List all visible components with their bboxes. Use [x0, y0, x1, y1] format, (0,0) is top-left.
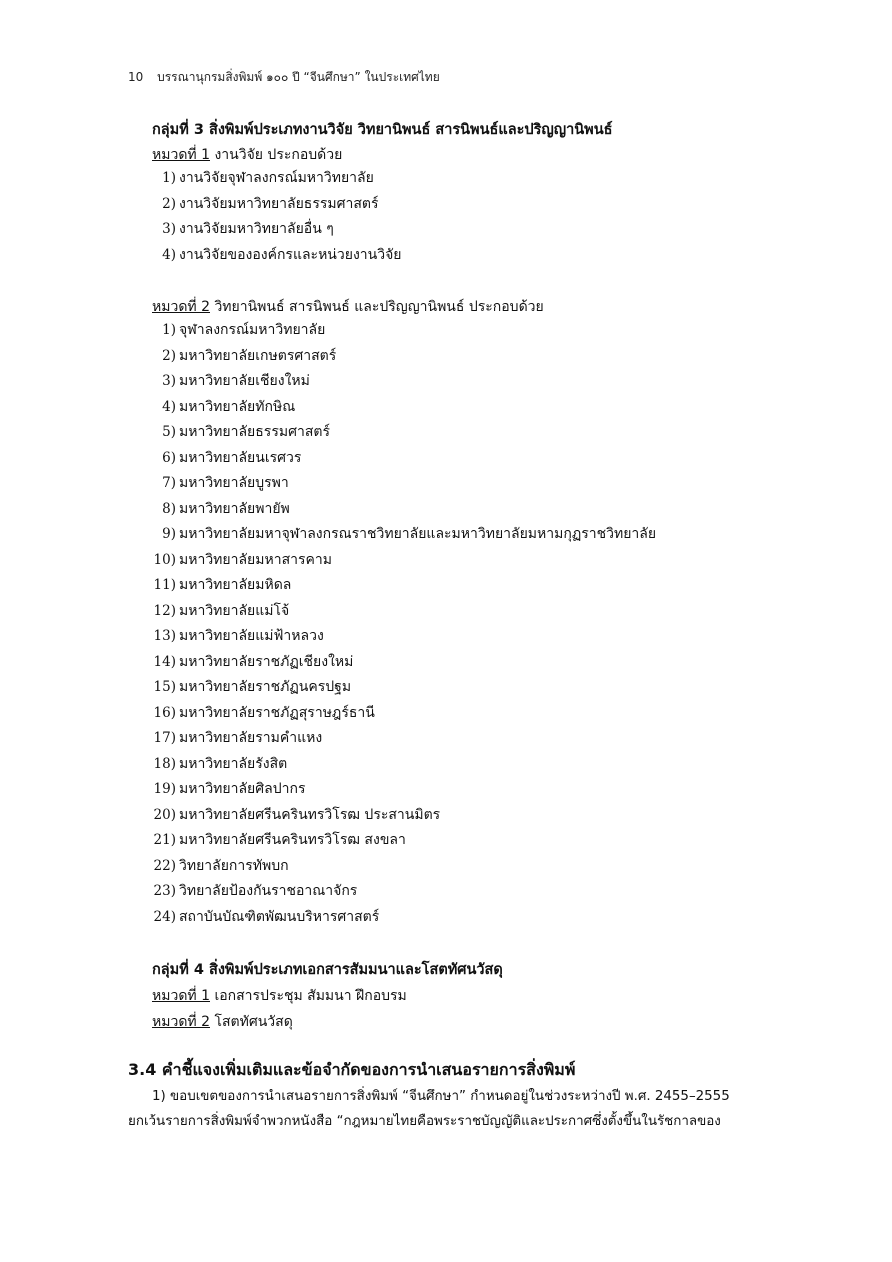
list-item: [150, 395, 656, 421]
list-item: [150, 166, 401, 192]
item-text: งานวิจัยขององค์กรและหน่วยงานวิจัย: [179, 246, 402, 263]
thesis-university-list: [150, 318, 656, 930]
item-number: 13): [153, 628, 176, 644]
item-text: มหาวิทยาลัยบูรพา: [179, 475, 289, 491]
item-text: มหาวิทยาลัยมหาจุฬาลงกรณราชวิทยาลัยและมหาวิทยาลัยมหามกุฏราชวิทยาลัย: [179, 526, 657, 542]
group-4-category-2-heading: [152, 1011, 293, 1033]
list-item: [150, 573, 656, 599]
item-text: มหาวิทยาลัยแม่โจ้: [179, 602, 290, 619]
group-4-category-1-heading: [152, 985, 407, 1007]
item-text: จุฬาลงกรณ์มหาวิทยาลัย: [179, 322, 326, 338]
list-item: [150, 420, 656, 446]
list-item: [150, 650, 656, 676]
list-item: [150, 905, 656, 931]
paragraph-line-2: ยกเว้นรายการสิ่งพิมพ์จำพวกหนังสือ “กฎหมายไทยคือพระราชบัญญัติและประกาศซึ่งตั้งขึ้นในรัชกาลของ: [128, 1114, 721, 1129]
running-header: [128, 68, 440, 87]
category-text: โสตทัศนวัสดุ: [210, 1014, 293, 1030]
list-item: [150, 777, 656, 803]
item-text: มหาวิทยาลัยเชียงใหม่: [179, 373, 310, 389]
list-item: [150, 854, 656, 880]
list-item: [150, 599, 656, 625]
item-text: มหาวิทยาลัยทักษิณ: [179, 398, 296, 415]
item-number: 8): [162, 500, 176, 517]
paragraph-line-1: [128, 1084, 768, 1109]
item-number: 16): [153, 704, 176, 721]
item-number: 9): [162, 526, 176, 542]
item-text: มหาวิทยาลัยราชภัฏนครปฐม: [179, 679, 352, 695]
item-text: วิทยาลัยป้องกันราชอาณาจักร: [179, 883, 358, 899]
item-number: 5): [162, 424, 176, 440]
group-3-title: กลุ่มที่ 3 สิ่งพิมพ์ประเภทงานวิจัย วิทยานิพนธ์ สารนิพนธ์และปริญญานิพนธ์: [152, 122, 613, 138]
item-number: 18): [153, 755, 176, 772]
list-item: [150, 446, 656, 472]
list-item: [150, 497, 656, 523]
item-text: มหาวิทยาลัยศิลปากร: [179, 781, 306, 797]
page-number: 10: [128, 70, 144, 84]
item-text: มหาวิทยาลัยมหิดล: [179, 577, 292, 593]
list-item: [150, 243, 401, 269]
list-item: [150, 369, 656, 395]
item-text: มหาวิทยาลัยราชภัฏสุราษฎร์ธานี: [179, 704, 375, 721]
section-3-4-heading: 3.4 คำชี้แจงเพิ่มเติมและข้อจำกัดของการนำเสนอรายการสิ่งพิมพ์: [128, 1060, 576, 1079]
item-text: มหาวิทยาลัยพายัพ: [179, 500, 290, 517]
list-item: [150, 752, 656, 778]
category-label: หมวดที่ 2: [152, 1014, 210, 1030]
group-3-category-1-heading: [152, 144, 342, 166]
item-text: งานวิจัยมหาวิทยาลัยธรรมศาสตร์: [179, 195, 379, 212]
category-text: วิทยานิพนธ์ สารนิพนธ์ และปริญญานิพนธ์ ประกอบด้วย: [210, 299, 544, 315]
list-item: [150, 344, 656, 370]
list-item: [150, 675, 656, 701]
item-number: 14): [153, 653, 176, 670]
list-item: [150, 879, 656, 905]
item-number: 10): [153, 551, 176, 568]
item-text: มหาวิทยาลัยรามคำแหง: [179, 730, 323, 746]
paragraph-line-1-text: 1) ขอบเขตของการนำเสนอรายการสิ่งพิมพ์ “จีนศึกษา” กำหนดอยู่ในช่วงระหว่างปี พ.ศ. 2455–2555: [152, 1089, 730, 1104]
item-number: 20): [153, 806, 176, 823]
list-item: [150, 803, 656, 829]
research-list: [150, 166, 401, 268]
item-text: งานวิจัยมหาวิทยาลัยอื่น ๆ: [179, 221, 334, 237]
item-number: 4): [162, 246, 176, 263]
item-number: 22): [153, 857, 176, 874]
list-item: [150, 192, 401, 218]
item-number: 19): [153, 781, 176, 797]
item-number: 2): [162, 195, 176, 212]
item-number: 17): [153, 730, 176, 746]
item-number: 6): [162, 449, 176, 466]
category-label: หมวดที่ 1: [152, 988, 210, 1004]
item-text: วิทยาลัยการทัพบก: [179, 857, 289, 874]
item-number: 24): [153, 908, 176, 925]
item-text: มหาวิทยาลัยศรีนครินทรวิโรฒ ประสานมิตร: [179, 806, 441, 823]
item-number: 15): [153, 679, 176, 695]
item-number: 21): [153, 832, 176, 848]
item-number: 3): [162, 373, 176, 389]
list-item: [150, 828, 656, 854]
item-text: สถาบันบัณฑิตพัฒนบริหารศาสตร์: [179, 908, 380, 925]
list-item: [150, 726, 656, 752]
item-text: มหาวิทยาลัยนเรศวร: [179, 449, 302, 466]
item-number: 12): [153, 602, 176, 619]
item-text: มหาวิทยาลัยศรีนครินทรวิโรฒ สงขลา: [179, 832, 406, 848]
category-text: เอกสารประชุม สัมมนา ฝึกอบรม: [210, 988, 407, 1004]
item-text: มหาวิทยาลัยแม่ฟ้าหลวง: [179, 628, 324, 644]
item-number: 2): [162, 347, 176, 364]
list-item: [150, 701, 656, 727]
item-text: มหาวิทยาลัยราชภัฏเชียงใหม่: [179, 653, 354, 670]
group-3-category-2-heading: [152, 296, 544, 318]
item-text: มหาวิทยาลัยธรรมศาสตร์: [179, 424, 330, 440]
list-item: [150, 217, 401, 243]
item-text: มหาวิทยาลัยมหาสารคาม: [179, 551, 332, 568]
category-text: งานวิจัย ประกอบด้วย: [210, 147, 343, 163]
section-3-4-paragraph: [128, 1084, 768, 1134]
list-item: [150, 548, 656, 574]
item-text: งานวิจัยจุฬาลงกรณ์มหาวิทยาลัย: [179, 170, 374, 186]
item-text: มหาวิทยาลัยเกษตรศาสตร์: [179, 347, 337, 364]
list-item: [150, 522, 656, 548]
list-item: [150, 318, 656, 344]
item-number: 11): [153, 577, 176, 593]
item-number: 3): [162, 221, 176, 237]
item-text: มหาวิทยาลัยรังสิต: [179, 755, 288, 772]
group-4-title: กลุ่มที่ 4 สิ่งพิมพ์ประเภทเอกสารสัมมนาและโสตทัศนวัสดุ: [152, 962, 503, 978]
item-number: 23): [153, 883, 176, 899]
category-label: หมวดที่ 1: [152, 147, 210, 163]
category-label: หมวดที่ 2: [152, 299, 210, 315]
item-number: 4): [162, 398, 176, 415]
item-number: 7): [162, 475, 176, 491]
list-item: [150, 624, 656, 650]
item-number: 1): [162, 322, 176, 338]
list-item: [150, 471, 656, 497]
running-title: บรรณานุกรมสิ่งพิมพ์ ๑๐๐ ปี “จีนศึกษา” ในประเทศไทย: [157, 70, 440, 84]
item-number: 1): [162, 170, 176, 186]
